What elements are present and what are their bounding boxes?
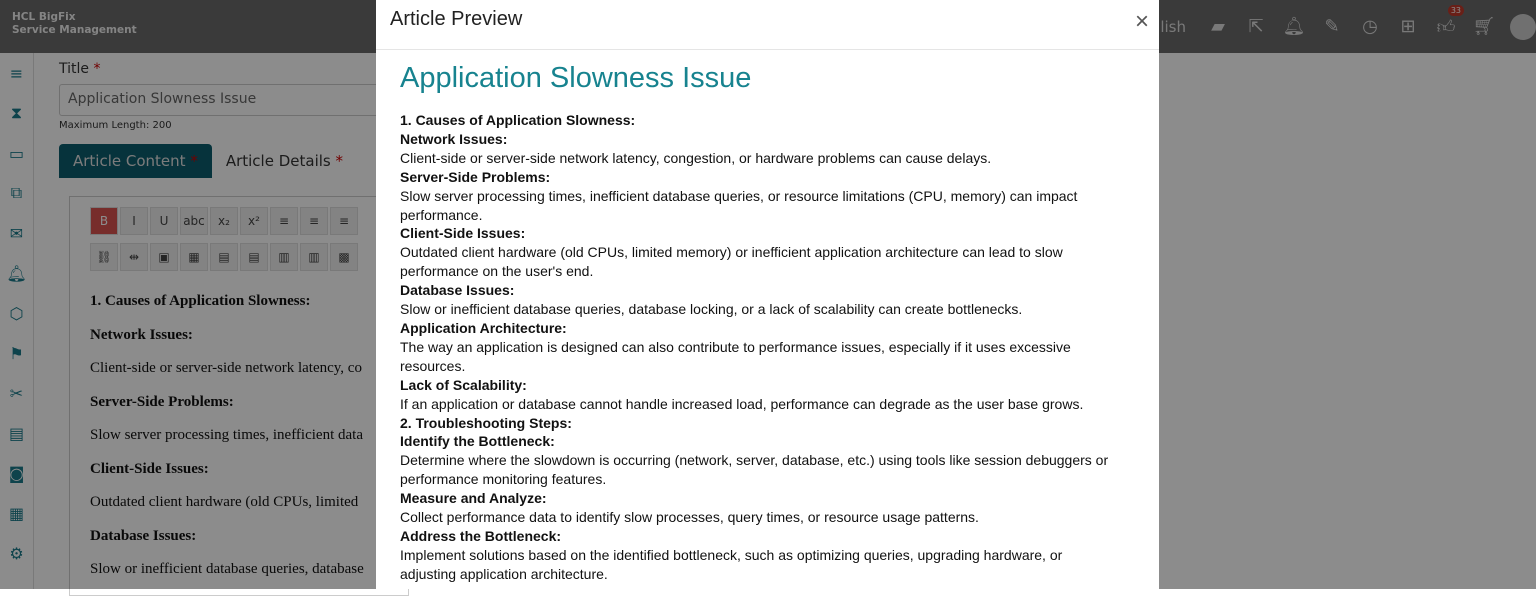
section-heading: 1. Causes of Application Slowness: [400,112,636,128]
layout-icon[interactable]: ▦ [8,503,25,523]
editor-line: Client-Side Issues: [90,460,209,477]
editor-line: Slow server processing times, inefficient data [90,427,363,443]
paragraph-line: If an application or database cannot handle increased load, performance can degrade as the user base grows. [400,395,1084,412]
bell-icon[interactable]: 🔔︎ [6,263,27,283]
cart-icon[interactable]: 🛒︎ [1472,16,1496,37]
article-preview-modal [376,0,1159,589]
copy-icon[interactable]: ⧉ [10,183,23,202]
thumbs-up-icon[interactable]: 👍︎ 33 [1434,15,1458,39]
section-heading: Server-Side Problems: [400,168,551,185]
tools-icon[interactable]: ✂ [9,383,24,403]
paragraph-line: adjusting application architecture. [400,565,608,582]
editor-line: Slow or inefficient database queries, database [90,561,364,577]
paragraph-line: Determine where the slowdown is occurring (network, server, database, etc.) using tools like session debuggers or [400,452,1109,469]
clock-add-icon[interactable]: ◷ [1362,16,1378,37]
toolbar-button[interactable]: ≡ [330,207,358,235]
title-input[interactable]: Application Slowness Issue [59,84,399,116]
external-link-icon[interactable]: ⇱ [1248,16,1264,37]
section-heading: Measure and Analyze: [400,490,547,507]
section-heading: Address the Bottleneck: [400,527,562,544]
section-heading: Lack of Scalability: [400,376,527,393]
table-icon[interactable]: ▦ [180,243,208,271]
brand-line1: HCL BigFix [12,11,76,23]
section-heading: Client-Side Issues: [400,225,526,242]
row-below-icon[interactable]: ▤ [240,243,268,271]
hourglass-icon[interactable]: ⧗ [10,103,23,122]
paragraph-line: performance on the user's end. [400,263,594,280]
editor-line: Client-side or server-side network latency, co [90,360,362,376]
editor-line: Network Issues: [90,326,193,343]
row-above-icon[interactable]: ▤ [210,243,238,271]
section-heading: Database Issues: [400,282,515,299]
paragraph-line: Slow server processing times, inefficient database queries, or resource limitations (CPU, memory) can impact [400,187,1078,204]
brand-line2: Service Management [12,24,137,36]
toolbar-button[interactable]: B [90,207,118,235]
editor-line: 1. Causes of Application Slowness: [90,293,311,309]
toolbar-button[interactable]: x² [240,207,268,235]
col-left-icon[interactable]: ▥ [270,243,298,271]
book-icon[interactable]: ▤ [8,423,25,443]
editor-line: Database Issues: [90,527,197,544]
language-selector[interactable]: lish [1160,17,1186,36]
paragraph-line: Collect performance data to identify slow processes, query times, or resource usage patterns. [400,509,979,526]
editor-line: Server-Side Problems: [90,393,234,410]
title-label: Title * [59,61,101,77]
toolbar-button[interactable]: ≡ [300,207,328,235]
folder-icon[interactable]: ▰ [1211,16,1225,37]
section-heading: Application Architecture: [400,319,567,336]
toolbar-button[interactable]: U [150,207,178,235]
gear-icon[interactable]: ⚙ [9,543,24,563]
link-icon[interactable]: ⛓ [90,243,118,271]
article-heading: Application Slowness Issue [400,62,752,94]
bookmark-icon[interactable]: ⚑ [9,343,24,363]
toolbar-button[interactable]: ≡ [270,207,298,235]
paragraph-line: performance. [400,206,483,223]
paragraph-line: Client-side or server-side network latency, congestion, or hardware problems can cause delays. [400,149,992,166]
chat-add-icon[interactable]: ⊞ [1400,16,1416,37]
section-heading: 2. Troubleshooting Steps: [400,414,572,431]
mail-settings-icon[interactable]: ✉ [9,223,24,243]
laptop-icon[interactable]: ▭ [8,143,25,163]
image-icon[interactable]: ▣ [150,243,178,271]
vr-icon[interactable]: ◙ [8,463,25,483]
close-icon[interactable]: × [1134,8,1149,35]
paragraph-line: resources. [400,357,466,374]
editor-line: Outdated client hardware (old CPUs, limited [90,494,359,510]
notification-badge: 33 [1448,5,1464,16]
col-right-icon[interactable]: ▥ [300,243,328,271]
box-icon[interactable]: ⬡ [9,303,24,323]
toolbar-button[interactable]: abc [180,207,208,235]
tab-article-content[interactable]: Article Content * [59,144,212,178]
section-heading: Identify the Bottleneck: [400,433,555,450]
merge-icon[interactable]: ▩ [330,243,358,271]
tab-article-details[interactable]: Article Details * [225,152,343,170]
toolbar-button[interactable]: x₂ [210,207,238,235]
paragraph-line: Implement solutions based on the identified bottleneck, such as optimizing queries, upgrading hardware, or [400,546,1063,563]
unlink-icon[interactable]: ⇹ [120,243,148,271]
max-length-hint: Maximum Length: 200 [59,120,172,131]
bell-icon[interactable]: 🔔︎ [1282,16,1306,37]
toolbar-button[interactable]: I [120,207,148,235]
modal-title: Article Preview [390,8,523,30]
paragraph-line: The way an application is designed can also contribute to performance issues, especially if it uses excessive [400,338,1071,355]
section-heading: Network Issues: [400,130,508,147]
paragraph-line: performance monitoring features. [400,471,607,488]
menu-icon[interactable]: ≡ [9,63,24,83]
paragraph-line: Slow or inefficient database queries, database locking, or a lack of scalability can create bottlenecks. [400,301,1023,318]
paragraph-line: Outdated client hardware (old CPUs, limited memory) or inefficient application architecture can lead to slow [400,244,1063,261]
document-edit-icon[interactable]: ✎ [1324,16,1340,37]
